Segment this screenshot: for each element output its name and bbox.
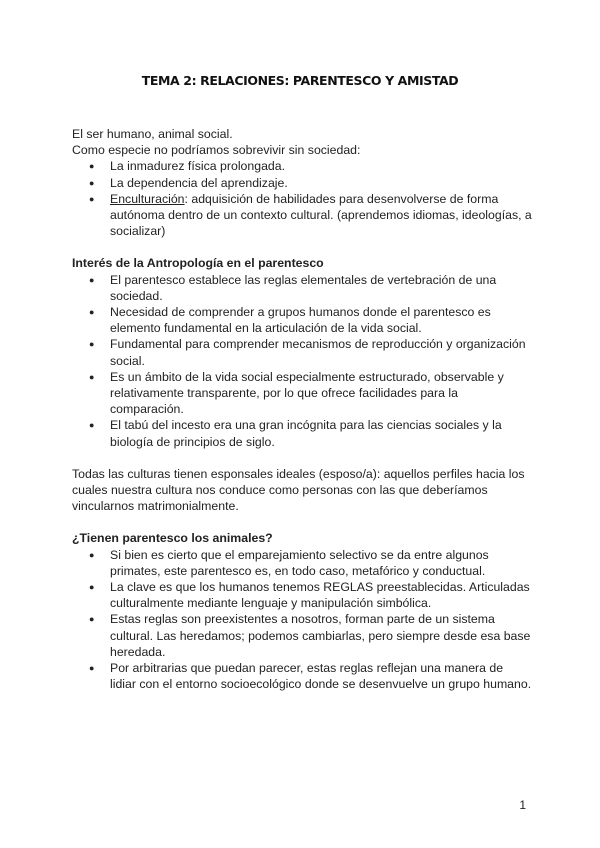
page-title: TEMA 2: RELACIONES: PARENTESCO Y AMISTAD [141,73,459,88]
intro-line-2: Como especie no podríamos sobrevivir sin sociedad: [72,143,361,158]
list-item: ● El parentesco establece las reglas elementales de vertebración de una sociedad. [110,272,532,304]
antropologia-list [72,272,532,450]
document-body [72,126,532,693]
esponsales-paragraph: Todas las culturas tienen esponsales ideales (esposo/a): aquellos perfiles hacia los cuales nuestra cultura nos conduce como personas con las que deberíamos vincularnos matrimonialmente. [72,466,525,514]
enculturacion-definition: : adquisición de habilidades para desenvolverse de forma autónoma dentro de un contexto cultural. (aprendemos idiomas, ideologías, a socializar) [110,191,532,239]
animales-list [72,547,532,693]
list-item: ● Necesidad de comprender a grupos humanos donde el parentesco es elemento fundamental en la articulación de la vida social. [110,304,532,336]
list-item [110,191,532,240]
list-item: ● La clave es que los humanos tenemos REGLAS preestablecidas. Articuladas culturalmente mediante lenguaje y manipulación simbólica. [110,579,532,611]
list-item: ● Es un ámbito de la vida social especialmente estructurado, observable y relativamente transparente, por lo que ofrece facilidades para la comparación. [110,369,532,418]
list-item: ● Por arbitrarias que puedan parecer, estas reglas reflejan una manera de lidiar con el entorno socioecológico donde se desenvuelve un grupo humano. [110,660,532,692]
list-item: ● La dependencia del aprendizaje. [110,175,532,191]
page-number: 1 [519,798,526,812]
intro-line-1: El ser humano, animal social. [72,127,233,141]
list-item: ● Fundamental para comprender mecanismos de reproducción y organización social. [110,336,532,368]
list-item: ● Si bien es cierto que el emparejamiento selectivo se da entre algunos primates, este parentesco es, en todo caso, metafórico y conductual. [110,547,532,579]
section-heading-animales: ¿Tienen parentesco los animales? [72,531,273,546]
section-heading-antropologia: Interés de la Antropología en el parentesco [72,256,324,271]
list-item: ● El tabú del incesto era una gran incógnita para las ciencias sociales y la biología de principios de siglo. [110,417,532,449]
list-item: ● La inmadurez física prolongada. [110,158,532,174]
intro-list [72,158,532,239]
list-item: ● Estas reglas son preexistentes a nosotros, forman parte de un sistema cultural. Las heredamos; podemos cambiarlas, pero siempre desde esa base heredada. [110,611,532,660]
enculturacion-term: Enculturación [110,191,185,206]
